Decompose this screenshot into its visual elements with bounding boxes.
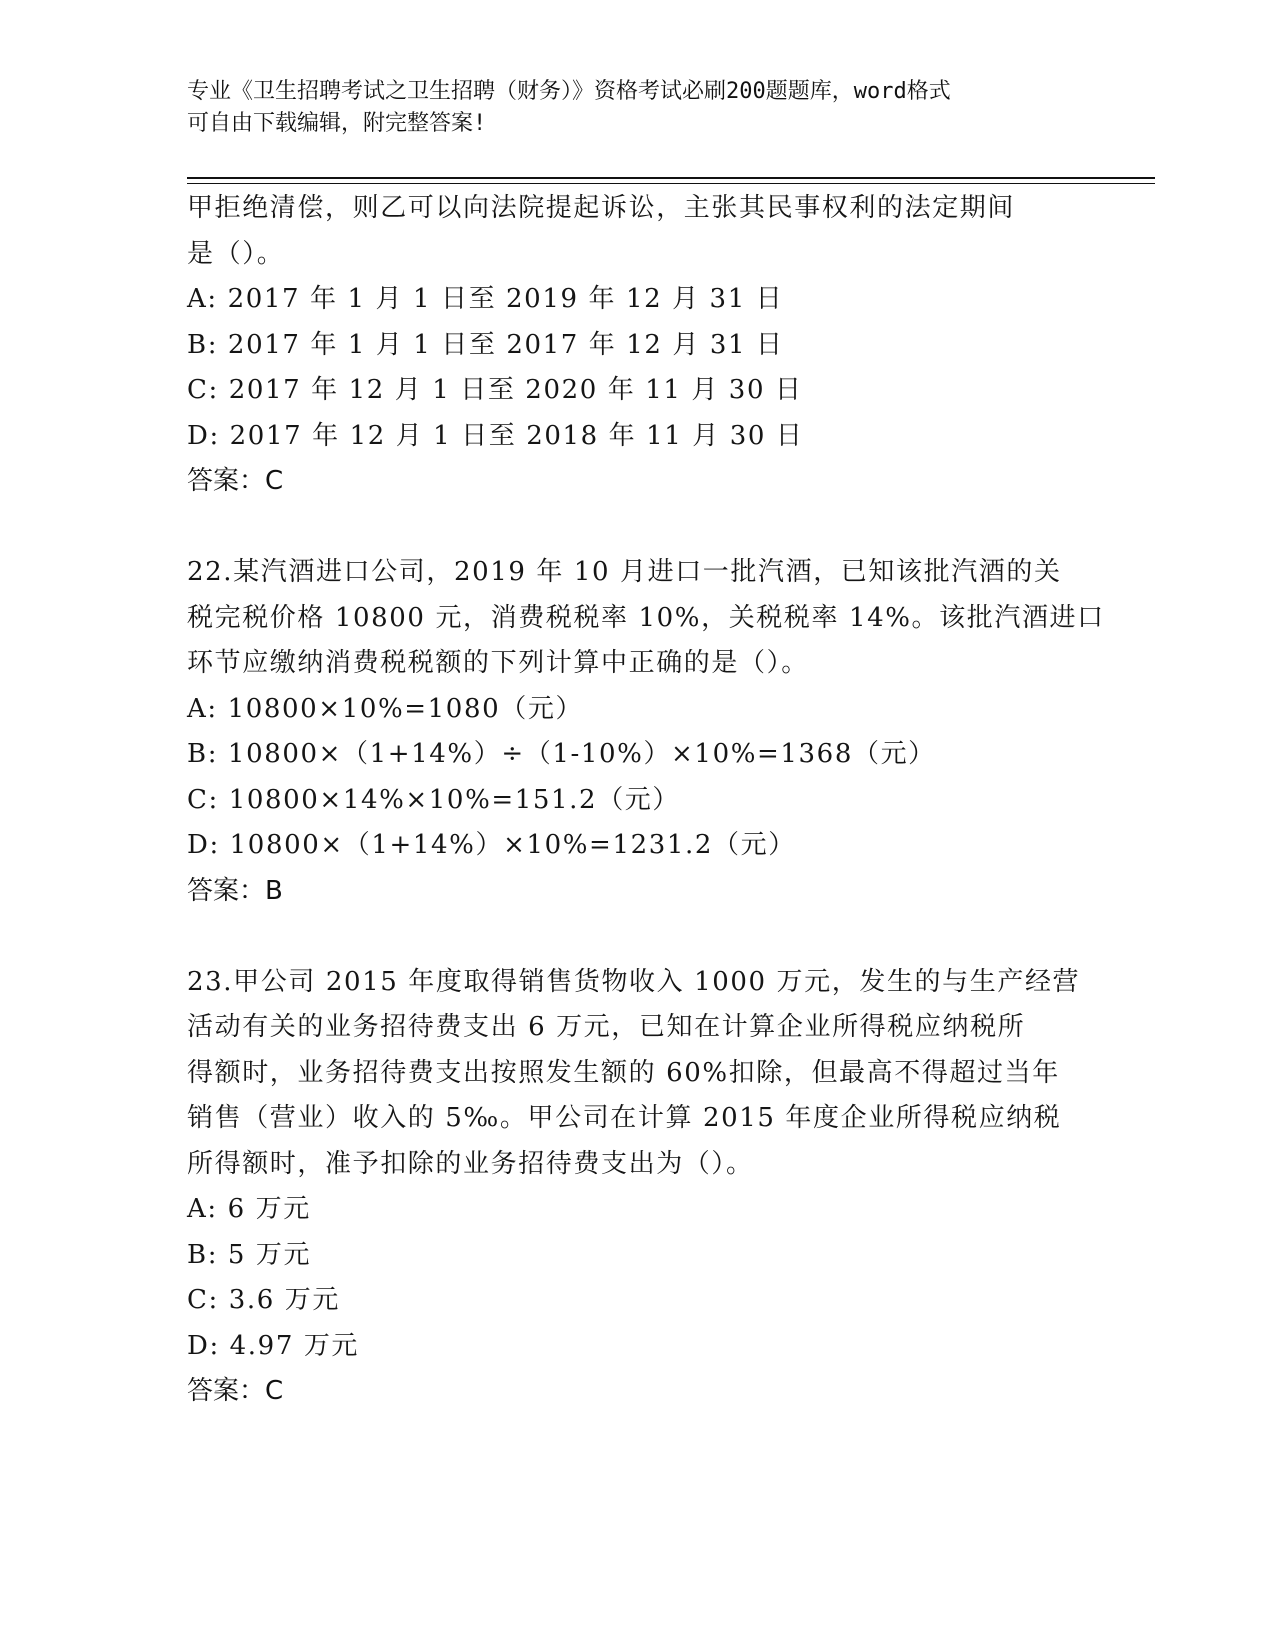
question-23 [187,960,1087,1415]
option-a: A: 2017 年 1 月 1 日至 2019 年 12 月 31 日 [187,284,784,314]
question-stem-line: 甲拒绝清偿，则乙可以向法院提起诉讼，主张其民事权利的法定期间 [187,193,1016,223]
option-b: B: 5 万元 [187,1239,312,1270]
question-list [187,186,1105,1415]
question-spacer [187,505,1087,551]
header-title-line-2: 可自由下载编辑，附完整答案! [187,111,487,136]
option-a: A: 10800×10%=1080（元） [187,693,584,724]
question-stem-line: 22.某汽酒进口公司，2019 年 10 月进口一批汽酒，已知该批汽酒的关 [187,557,1062,587]
question-stem-line: 销售（营业）收入的 5‰。甲公司在计算 2015 年度企业所得税应纳税 [187,1103,1062,1133]
question-stem-line: 环节应缴纳消费税税额的下列计算中正确的是（）。 [187,648,809,678]
option-d: D: 2017 年 12 月 1 日至 2018 年 11 月 30 日 [187,420,804,451]
option-c: C: 10800×14%×10%=151.2（元） [187,784,680,815]
question-stem-line: 是（）。 [187,238,285,269]
question-stem-line: 得额时，业务招待费支出按照发生额的 60%扣除，但最高不得超过当年 [187,1057,1060,1088]
question-stem-line: 所得额时，准予扣除的业务招待费支出为（）。 [187,1148,754,1179]
document-header [187,76,1067,140]
option-c: C: 3.6 万元 [187,1285,340,1315]
header-divider-thick [187,177,1155,179]
question-stem-line: 税完税价格 10800 元，消费税税率 10%，关税税率 14%。该批汽酒进口 [187,602,1105,633]
option-b: B: 10800×（1+14%）÷（1-10%）×10%=1368（元） [187,739,936,769]
option-d: D: 4.97 万元 [187,1330,360,1361]
option-c: C: 2017 年 12 月 1 日至 2020 年 11 月 30 日 [187,375,803,405]
answer-label: 答案：C [187,1376,284,1406]
option-d: D: 10800×（1+14%）×10%=1231.2（元） [187,830,796,860]
question-stem-line: 23.甲公司 2015 年度取得销售货物收入 1000 万元，发生的与生产经营 [187,966,1081,997]
question-22 [187,550,1105,914]
option-a: A: 6 万元 [187,1194,311,1224]
option-b: B: 2017 年 1 月 1 日至 2017 年 12 月 31 日 [187,329,784,360]
header-divider-thin [187,183,1155,184]
answer-label: 答案：C [187,466,284,496]
header-title-line-1: 专业《卫生招聘考试之卫生招聘（财务）》资格考试必刷200题题库，word格式 [187,79,951,104]
question-21 [187,186,1087,505]
question-spacer [187,914,1087,960]
question-stem-line: 活动有关的业务招待费支出 6 万元，已知在计算企业所得税应纳税所 [187,1012,1026,1042]
answer-label: 答案：B [187,875,283,906]
